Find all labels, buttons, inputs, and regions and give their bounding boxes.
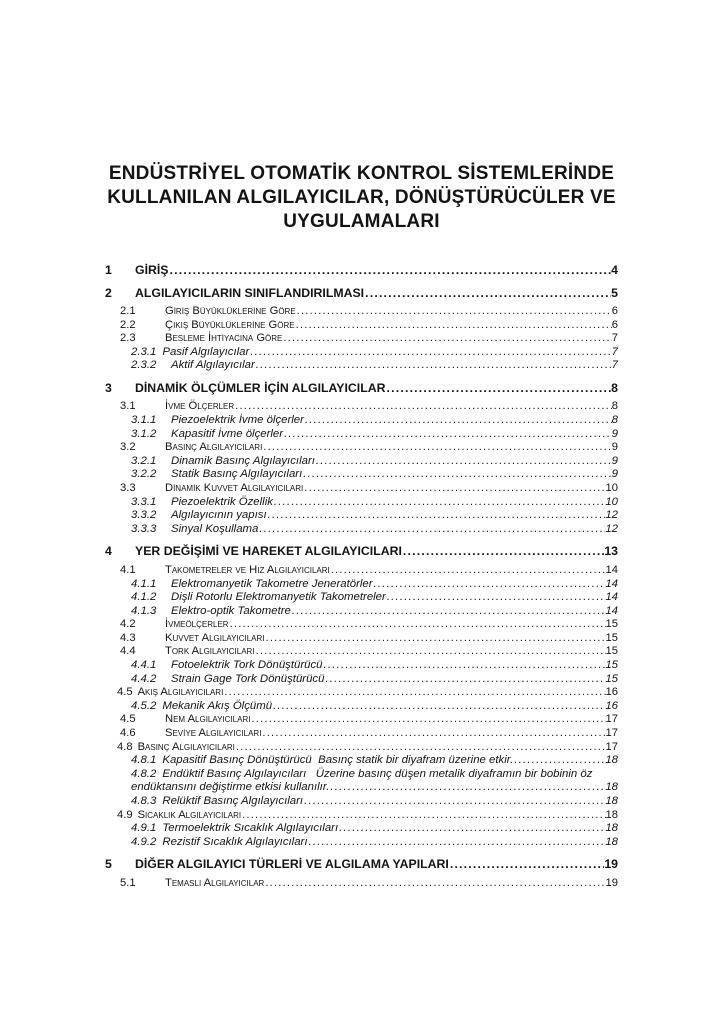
toc-page-number: 5 bbox=[611, 285, 618, 300]
toc-entry-number: 4 bbox=[105, 544, 112, 559]
toc-entry bbox=[105, 414, 618, 428]
toc-page-number: 15 bbox=[605, 618, 618, 631]
toc-dot-leader bbox=[303, 482, 605, 496]
toc-page-number: 10 bbox=[605, 482, 618, 495]
toc-page-number: 18 bbox=[605, 754, 618, 767]
toc-entry-number: 5 bbox=[105, 857, 112, 872]
toc-entry-title: Relüktif Basınç Algılayıcıları bbox=[162, 795, 304, 807]
toc-entry-number: 2.1 bbox=[120, 305, 136, 317]
toc-dot-leader bbox=[373, 578, 606, 592]
toc-entry bbox=[105, 263, 618, 278]
toc-entry-number: 5.1 bbox=[120, 876, 136, 889]
toc-entry bbox=[105, 544, 618, 559]
toc-entry-title: Sıcaklık Algılayıcıları bbox=[137, 808, 242, 821]
toc-page-number: 15 bbox=[605, 659, 618, 672]
toc-entry-title: Elektromanyetik Takometre Jeneratörler bbox=[171, 577, 373, 590]
toc-entry bbox=[105, 618, 618, 632]
toc-dot-leader bbox=[229, 618, 606, 632]
toc-dot-leader bbox=[261, 727, 605, 741]
toc-entry-number: 3.2.1 bbox=[131, 454, 157, 467]
toc-entry-number: 3.2.2 bbox=[131, 468, 157, 481]
toc-dot-leader bbox=[272, 700, 605, 714]
toc-page-number: 8 bbox=[611, 380, 618, 395]
toc-entry-number: 3.3.3 bbox=[131, 522, 157, 535]
toc-dot-leader bbox=[315, 455, 612, 469]
toc-entry-title: Basınç Algılayıcıları bbox=[137, 740, 235, 753]
toc-entry bbox=[105, 359, 618, 373]
toc-dot-leader bbox=[364, 286, 611, 301]
toc-dot-leader bbox=[250, 713, 605, 727]
toc-entry bbox=[105, 591, 618, 605]
toc-page-number: 19 bbox=[605, 876, 618, 889]
toc-entry-title: Dinamik Kuvvet Algılayıcıları bbox=[165, 482, 304, 495]
toc-dot-leader bbox=[296, 305, 612, 319]
toc-page-number: 9 bbox=[611, 454, 618, 467]
toc-entry bbox=[105, 523, 618, 537]
toc-dot-leader bbox=[255, 645, 606, 659]
toc-page-number: 6 bbox=[611, 305, 618, 317]
toc-page-number: 18 bbox=[605, 781, 618, 794]
toc-entry-title: Pasif Algılayıcılar bbox=[162, 345, 250, 358]
toc-entry-title: Kapasitif İvme ölçerler bbox=[171, 427, 284, 440]
toc-entry-title: Giriş Büyüklüklerine Göre bbox=[165, 305, 296, 317]
toc-entry-number: 4.6 bbox=[120, 727, 136, 740]
toc-entry-title: Dişli Rotorlu Elektromanyetik Takometreler bbox=[171, 591, 386, 604]
toc-page-number: 18 bbox=[605, 808, 618, 821]
toc-dot-leader bbox=[262, 441, 611, 455]
toc-dot-leader bbox=[338, 822, 605, 836]
toc-entry-number: 1 bbox=[105, 263, 112, 277]
toc-dot-leader bbox=[235, 741, 606, 755]
toc-page-number: 14 bbox=[605, 604, 618, 617]
toc-dot-leader bbox=[267, 509, 606, 523]
toc-entry-title: Takometreler ve Hız Algılayıcıları bbox=[165, 563, 330, 576]
toc-page-number: 9 bbox=[611, 468, 618, 481]
toc-dot-leader bbox=[273, 496, 605, 510]
toc-dot-leader bbox=[282, 332, 611, 346]
toc-entry-number: 4.1.1 bbox=[131, 577, 157, 590]
document-title-line: UYGULAMALARI bbox=[283, 211, 440, 232]
toc-entry bbox=[105, 468, 618, 482]
toc-entry bbox=[105, 441, 618, 455]
toc-entry bbox=[105, 727, 618, 741]
toc-page-number: 9 bbox=[611, 441, 618, 454]
toc-page-number: 18 bbox=[605, 835, 618, 848]
toc-entry-number: 4.3 bbox=[120, 631, 136, 644]
toc-entry bbox=[105, 768, 618, 782]
toc-entry-number: 4.8 bbox=[117, 740, 133, 753]
toc-page-number: 17 bbox=[605, 727, 618, 740]
toc-entry bbox=[105, 496, 618, 510]
toc-page-number: 12 bbox=[605, 509, 618, 522]
toc-entry-number: 4.8.3 bbox=[131, 795, 157, 807]
toc-dot-leader bbox=[449, 857, 604, 872]
toc-dot-leader bbox=[385, 381, 611, 396]
toc-entry-title: Piezoelektrik İvme ölçerler bbox=[171, 414, 304, 427]
toc-entry bbox=[105, 578, 618, 592]
toc-entry-title: YER DEĞİŞİMİ VE HAREKET ALGILAYICILARI bbox=[135, 544, 402, 559]
toc-entry bbox=[105, 286, 618, 301]
toc-dot-leader bbox=[323, 659, 606, 673]
toc-page-number: 18 bbox=[605, 795, 618, 807]
toc-entry-title: Basınç Algılayıcıları bbox=[165, 441, 263, 454]
toc-dot-leader bbox=[283, 428, 612, 442]
toc-page-number: 17 bbox=[605, 740, 618, 753]
toc-entry bbox=[105, 700, 618, 714]
toc-entry-number: 2.3 bbox=[120, 332, 136, 345]
toc-page-number: 15 bbox=[605, 645, 618, 658]
toc-entry-title: Akış Algılayıcıları bbox=[137, 686, 224, 699]
toc-page-number: 16 bbox=[605, 686, 618, 699]
toc-entry-number: 2 bbox=[105, 285, 112, 300]
toc-entry-number: 4.9 bbox=[117, 808, 133, 821]
toc-page-number: 16 bbox=[605, 699, 618, 712]
toc-page-number: 13 bbox=[604, 544, 618, 559]
toc-entry bbox=[105, 455, 618, 469]
toc-entry bbox=[105, 741, 618, 755]
toc-entry-number: 3.1 bbox=[120, 400, 136, 413]
toc-entry bbox=[105, 836, 618, 850]
toc-entry-title: endüktansını değiştirme etkisi kullanılır. bbox=[131, 781, 330, 794]
toc-page-number: 6 bbox=[611, 318, 618, 331]
toc-dot-leader bbox=[304, 414, 612, 428]
toc-page-number: 8 bbox=[611, 400, 618, 413]
toc-entry bbox=[105, 428, 618, 442]
toc-entry-number: 3.3.1 bbox=[131, 495, 157, 508]
toc-dot-leader bbox=[255, 359, 612, 373]
toc-page-number: 8 bbox=[611, 414, 618, 427]
toc-entry-number: 3.3.2 bbox=[131, 509, 157, 522]
toc-entry-title: Statik Basınç Algılayıcıları bbox=[171, 468, 303, 481]
toc-entry bbox=[105, 713, 618, 727]
toc-page-number: 7 bbox=[611, 332, 618, 345]
toc-entry-number: 4.9.2 bbox=[131, 835, 157, 848]
toc-entry-title: Nem Algılayıcıları bbox=[165, 713, 251, 726]
toc-entry-number: 3 bbox=[105, 380, 112, 395]
toc-entry-title: Rezistif Sıcaklık Algılayıcıları bbox=[162, 835, 308, 848]
toc-entry-number: 4.8.2 bbox=[131, 767, 157, 780]
toc-dot-leader bbox=[513, 754, 605, 768]
toc-entry bbox=[105, 400, 618, 414]
toc-entry-number: 4.1.3 bbox=[131, 604, 157, 617]
toc-entry-number: 3.1.1 bbox=[131, 414, 157, 427]
toc-page-number: 7 bbox=[611, 359, 618, 372]
toc-page-number: 15 bbox=[605, 672, 618, 685]
toc-entry-number: 4.9.1 bbox=[131, 822, 157, 835]
toc-dot-leader bbox=[324, 673, 605, 687]
toc-page-number: 14 bbox=[605, 577, 618, 590]
toc-dot-leader bbox=[223, 686, 605, 700]
toc-entry-number: 4.4 bbox=[120, 645, 136, 658]
toc-dot-leader bbox=[291, 605, 605, 619]
toc-page-number: 12 bbox=[605, 522, 618, 535]
toc-page-number: 10 bbox=[605, 495, 618, 508]
toc-entry bbox=[105, 754, 618, 768]
toc-entry-title: Çıkış Büyüklüklerine Göre bbox=[165, 318, 295, 331]
toc-page-number: 7 bbox=[611, 345, 618, 358]
toc-dot-leader bbox=[330, 564, 606, 578]
table-of-contents bbox=[105, 263, 618, 890]
toc-entry bbox=[105, 686, 618, 700]
toc-entry-number: 4.5 bbox=[120, 713, 136, 726]
toc-entry bbox=[105, 659, 618, 673]
toc-entry bbox=[105, 346, 618, 360]
toc-entry-title: Kapasitif Basınç Dönüştürücü Basınç statik bir diyafram üzerine etkir. bbox=[162, 754, 514, 767]
toc-entry-number: 4.8.1 bbox=[131, 754, 157, 767]
toc-dot-leader bbox=[329, 781, 605, 795]
toc-entry-number: 4.1 bbox=[120, 563, 136, 576]
toc-entry-title: Algılayıcının yapısı bbox=[171, 509, 267, 522]
toc-entry-number: 4.5 bbox=[117, 686, 133, 699]
toc-entry-title: İvme Ölçerler bbox=[165, 400, 235, 413]
toc-page-number: 14 bbox=[605, 563, 618, 576]
toc-dot-leader bbox=[249, 346, 611, 360]
toc-page-number: 9 bbox=[611, 427, 618, 440]
toc-entry bbox=[105, 781, 618, 795]
toc-entry-title: DİĞER ALGILAYICI TÜRLERİ VE ALGILAMA YAPILARI bbox=[135, 857, 449, 872]
toc-entry-title: GİRİŞ bbox=[135, 263, 169, 277]
toc-entry-number: 3.3 bbox=[120, 482, 136, 495]
toc-page-number: 17 bbox=[605, 713, 618, 726]
toc-entry-title: Sinyal Koşullama bbox=[171, 522, 259, 535]
toc-entry-title: Kuvvet Algılayıcıları bbox=[165, 631, 265, 644]
toc-dot-leader bbox=[302, 468, 611, 482]
toc-entry bbox=[105, 822, 618, 836]
toc-entry bbox=[105, 809, 618, 823]
toc-entry-title: Dinamik Basınç Algılayıcıları bbox=[171, 454, 315, 467]
toc-entry-title: Termoelektrik Sıcaklık Algılayıcıları bbox=[162, 822, 339, 835]
toc-page-number: 4 bbox=[611, 263, 618, 277]
toc-entry-title: Endüktif Basınç Algılayıcıları Üzerine basınç düşen metalik diyaframın bir bobinin öz bbox=[162, 767, 593, 780]
toc-dot-leader bbox=[265, 632, 606, 646]
toc-entry bbox=[105, 857, 618, 872]
toc-entry-number: 4.4.1 bbox=[131, 659, 157, 672]
toc-entry-number: 4.2 bbox=[120, 618, 136, 631]
toc-entry-title: ALGILAYICILARIN SINIFLANDIRILMASI bbox=[135, 285, 365, 300]
toc-entry bbox=[105, 332, 618, 346]
toc-dot-leader bbox=[234, 400, 612, 414]
document-title-line: ENDÜSTRİYEL OTOMATİK KONTROL SİSTEMLERİNDE bbox=[108, 163, 615, 184]
toc-dot-leader bbox=[303, 795, 605, 809]
toc-entry bbox=[105, 645, 618, 659]
toc-entry-number: 2.3.2 bbox=[131, 359, 157, 372]
toc-entry-number: 2.3.1 bbox=[131, 345, 157, 358]
toc-entry bbox=[105, 632, 618, 646]
toc-entry-title: DİNAMİK ÖLÇÜMLER İÇİN ALGILAYICILAR bbox=[135, 380, 386, 395]
toc-entry-title: Piezoelektrik Özellik bbox=[171, 495, 273, 508]
toc-entry-number: 4.1.2 bbox=[131, 591, 157, 604]
toc-page-number: 19 bbox=[604, 857, 618, 872]
toc-entry-title: Fotoelektrik Tork Dönüştürücü bbox=[171, 659, 323, 672]
toc-dot-leader bbox=[295, 319, 612, 333]
toc-entry bbox=[105, 564, 618, 578]
toc-page-number: 18 bbox=[605, 822, 618, 835]
toc-entry-title: İvmeölçerler bbox=[165, 618, 229, 631]
toc-entry-title: Besleme İhtiyacına Göre bbox=[165, 332, 283, 345]
toc-dot-leader bbox=[402, 544, 604, 559]
toc-entry bbox=[105, 605, 618, 619]
toc-entry bbox=[105, 305, 618, 319]
toc-entry-title: Aktif Algılayıcılar bbox=[171, 359, 255, 372]
toc-entry-title: Strain Gage Tork Dönüştürücü bbox=[171, 672, 325, 685]
toc-dot-leader bbox=[168, 263, 611, 278]
toc-dot-leader bbox=[258, 523, 605, 537]
toc-entry-title: Mekanik Akış Ölçümü bbox=[162, 699, 273, 712]
document-title bbox=[105, 162, 618, 234]
toc-entry bbox=[105, 482, 618, 496]
toc-page-number: 14 bbox=[605, 591, 618, 604]
toc-entry-title: Temaslı Algılayıcılar bbox=[165, 876, 265, 889]
toc-entry-number: 3.2 bbox=[120, 441, 136, 454]
toc-entry-number: 3.1.2 bbox=[131, 427, 157, 440]
toc-entry-title: Tork Algılayıcıları bbox=[165, 645, 255, 658]
toc-entry bbox=[105, 381, 618, 396]
toc-entry bbox=[105, 673, 618, 687]
toc-entry-title: Elektro-optik Takometre bbox=[171, 604, 291, 617]
toc-entry-number: 2.2 bbox=[120, 318, 136, 331]
document-title-line: KULLANILAN ALGILAYICILAR, DÖNÜŞTÜRÜCÜLER VE bbox=[107, 187, 616, 208]
toc-entry bbox=[105, 509, 618, 523]
toc-dot-leader bbox=[241, 809, 605, 823]
toc-dot-leader bbox=[264, 877, 605, 891]
toc-entry-number: 4.4.2 bbox=[131, 672, 157, 685]
toc-entry-title: Seviye Algılayıcıları bbox=[165, 727, 262, 740]
toc-entry bbox=[105, 795, 618, 809]
toc-entry-number: 4.5.2 bbox=[131, 699, 157, 712]
toc-entry bbox=[105, 319, 618, 333]
toc-entry bbox=[105, 877, 618, 891]
toc-dot-leader bbox=[386, 591, 606, 605]
toc-dot-leader bbox=[308, 836, 606, 850]
toc-page-number: 15 bbox=[605, 631, 618, 644]
